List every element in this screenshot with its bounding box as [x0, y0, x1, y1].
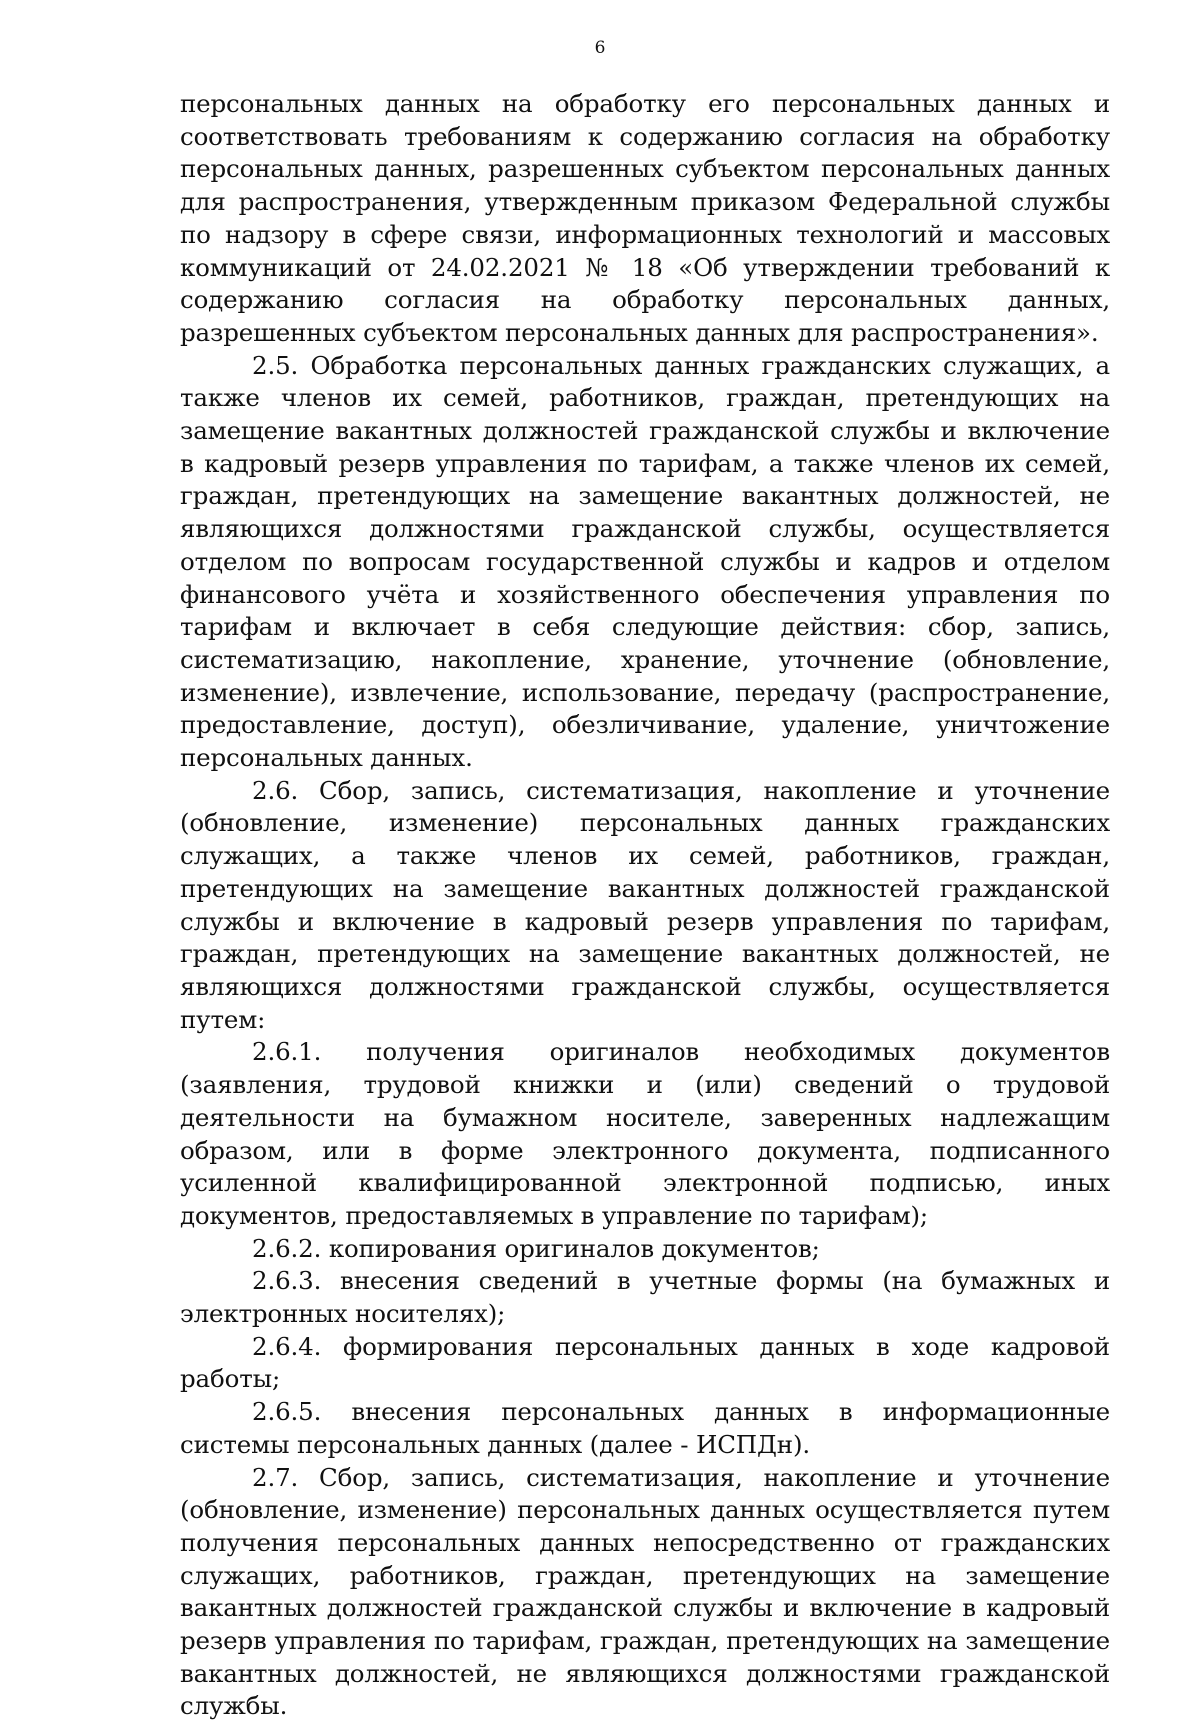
page-number: 6 — [594, 38, 606, 58]
paragraph-2-5: 2.5. Обработка персональных данных гражданских служащих, а также членов их семей, работников, граждан, претендующих на замещение вакантных должностей гражданской службы и включение в кадровый резерв управления по тарифам, а также членов их семей, граждан, претендующих на замещение вакантных должностей, не являющихся должностями гражданской службы, осуществляется отделом по вопросам государственной службы и кадров и отделом финансового учёта и хозяйственного обеспечения управления по тарифам и включает в себя следующие действия: сбор, запись, систематизацию, накопление, хранение, уточнение (обновление, изменение), извлечение, использование, передачу (распространение, предоставление, доступ), обезличивание, удаление, уничтожение персональных данных. — [180, 350, 1110, 773]
paragraph-2-6: 2.6. Сбор, запись, систематизация, накопление и уточнение (обновление, изменение) персональных данных гражданских служащих, а также членов их семей, работников, граждан, претендующих на замещение вакантных должностей гражданской службы и включение в кадровый резерв управления по тарифам, граждан, претендующих на замещение вакантных должностей, не являющихся должностями гражданской службы, осуществляется путем: — [180, 775, 1110, 1034]
paragraph-2-6-4: 2.6.4. формирования персональных данных в ходе кадровой работы; — [180, 1331, 1110, 1394]
paragraph-2-7: 2.7. Сбор, запись, систематизация, накопление и уточнение (обновление, изменение) персональных данных осуществляется путем получения персональных данных непосредственно от гражданских служащих, работников, граждан, претендующих на замещение вакантных должностей гражданской службы и включение в кадровый резерв управления по тарифам, граждан, претендующих на замещение вакантных должностей, не являющихся должностями гражданской службы. — [180, 1462, 1110, 1721]
paragraph-2-6-3: 2.6.3. внесения сведений в учетные формы (на бумажных и электронных носителях); — [180, 1266, 1110, 1329]
paragraph-2-6-2: 2.6.2. копирования оригиналов документов; — [252, 1233, 820, 1263]
paragraph-2-6-5: 2.6.5. внесения персональных данных в информационные системы персональных данных (далее - ИСПДн). — [180, 1397, 1110, 1459]
paragraph-2-6-1: 2.6.1. получения оригиналов необходимых документов (заявления, трудовой книжки и (или) сведений о трудовой деятельности на бумажном носителе, заверенных надлежащим образом, или в форме электронного документа, подписанного усиленной квалифицированной электронной подписью, иных документов, предоставляемых в управление по тарифам); — [180, 1037, 1110, 1230]
document-body — [180, 88, 1110, 1723]
paragraph-continuation: персональных данных на обработку его персональных данных и соответствовать требованиям к содержанию согласия на обработку персональных данных, разрешенных субъектом персональных данных для распространения, утвержденным приказом Федеральной службы по надзору в сфере связи, информационных технологий и массовых коммуникаций от 24.02.2021 № 18 «Об утверждении требований к содержанию согласия на обработку персональных данных, разрешенных субъектом персональных данных для распространения». — [180, 89, 1110, 347]
